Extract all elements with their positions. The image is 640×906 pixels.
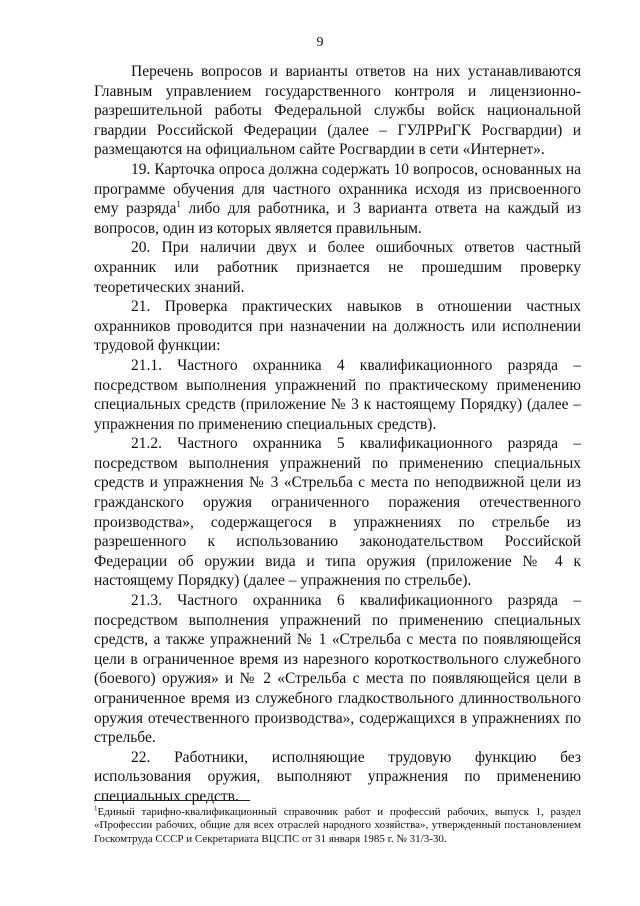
paragraph-21-3: 21.3. Частного охранника 6 квалификационного разряда – посредством выполнения упражнений по применению специальных средств, а также упражнений № 1 «Стрельба с места по появляющейся цели в ограниченное время из нарезного короткоствольного служебного (боевого) оружия» и № 2 «Стрельба с места по появляющейся цели в ограниченное время из служебного гладкоствольного длинноствольного оружия отечественного производства», содержащихся в упражнениях по стрельбе. [94,592,581,747]
paragraph-21-1: 21.1. Частного охранника 4 квалификационного разряда – посредством выполнения упражнений по практическому применению специальных средств (приложение № 3 к настоящему Порядку) (далее – упражнения по применению специальных средств). [94,356,581,433]
footnote-mark: 1 [94,804,98,813]
paragraph-19-text-end: либо для работника, и 3 варианта ответа на каждый из вопросов, один из которых является правильным. [94,200,581,237]
paragraph-21-2: 21.2. Частного охранника 5 квалификационного разряда – посредством выполнения упражнений по применению специальных средств и упражнения № 3 «Стрельба с места по неподвижной цели из гражданского оружия ограниченного поражения отечественного производства», содержащегося в упражнениях по стрельбе из разрешенного к использованию законодательством Российской Федерации об оружии вида и типа оружия (приложение № 4 к настоящему Порядку) (далее – упражнения по стрельбе). [94,435,581,590]
paragraph-22: 22. Работники, исполняющие трудовую функцию без использования оружия, выполняют упражнения по применению специальных средств. [94,748,581,805]
paragraph-19-text-start: 19. Карточка опроса должна содержать 10 вопросов, основанных на программе обучения для частного охранника исходя из присвоенного ему разряда [94,160,581,218]
footnote-text: Единый тарифно-квалификационный справочник работ и профессий рабочих, выпуск 1, раздел «Профессии рабочих, общие для всех отраслей народного хозяйства», утвержденный постановлением Госкомтруда СССР и Секретариата ВЦСПС от 31 января 1985 г. № 31/3-30. [94,806,581,845]
paragraph-21: 21. Проверка практических навыков в отношении частных охранников проводится при назначении на должность или исполнении трудовой функции: [94,298,581,355]
paragraph-20: 20. При наличии двух и более ошибочных ответов частный охранник или работник признается не прошедшим проверку теоретических знаний. [94,239,581,296]
paragraph-19 [94,160,581,238]
page-number: 9 [316,35,324,50]
footnote [94,806,581,846]
footnote-reference[interactable]: 1 [176,199,181,209]
document-body [94,62,581,807]
footnote-divider [94,800,250,801]
paragraph-intro: Перечень вопросов и варианты ответов на них устанавливаются Главным управлением государственного контроля и лицензионно-разрешительной работы Федеральной службы войск национальной гвардии Российской Федерации (далее – ГУЛРРиГК Росгвардии) и размещаются на официальном сайте Росгвардии в сети «Интернет». [94,63,581,159]
